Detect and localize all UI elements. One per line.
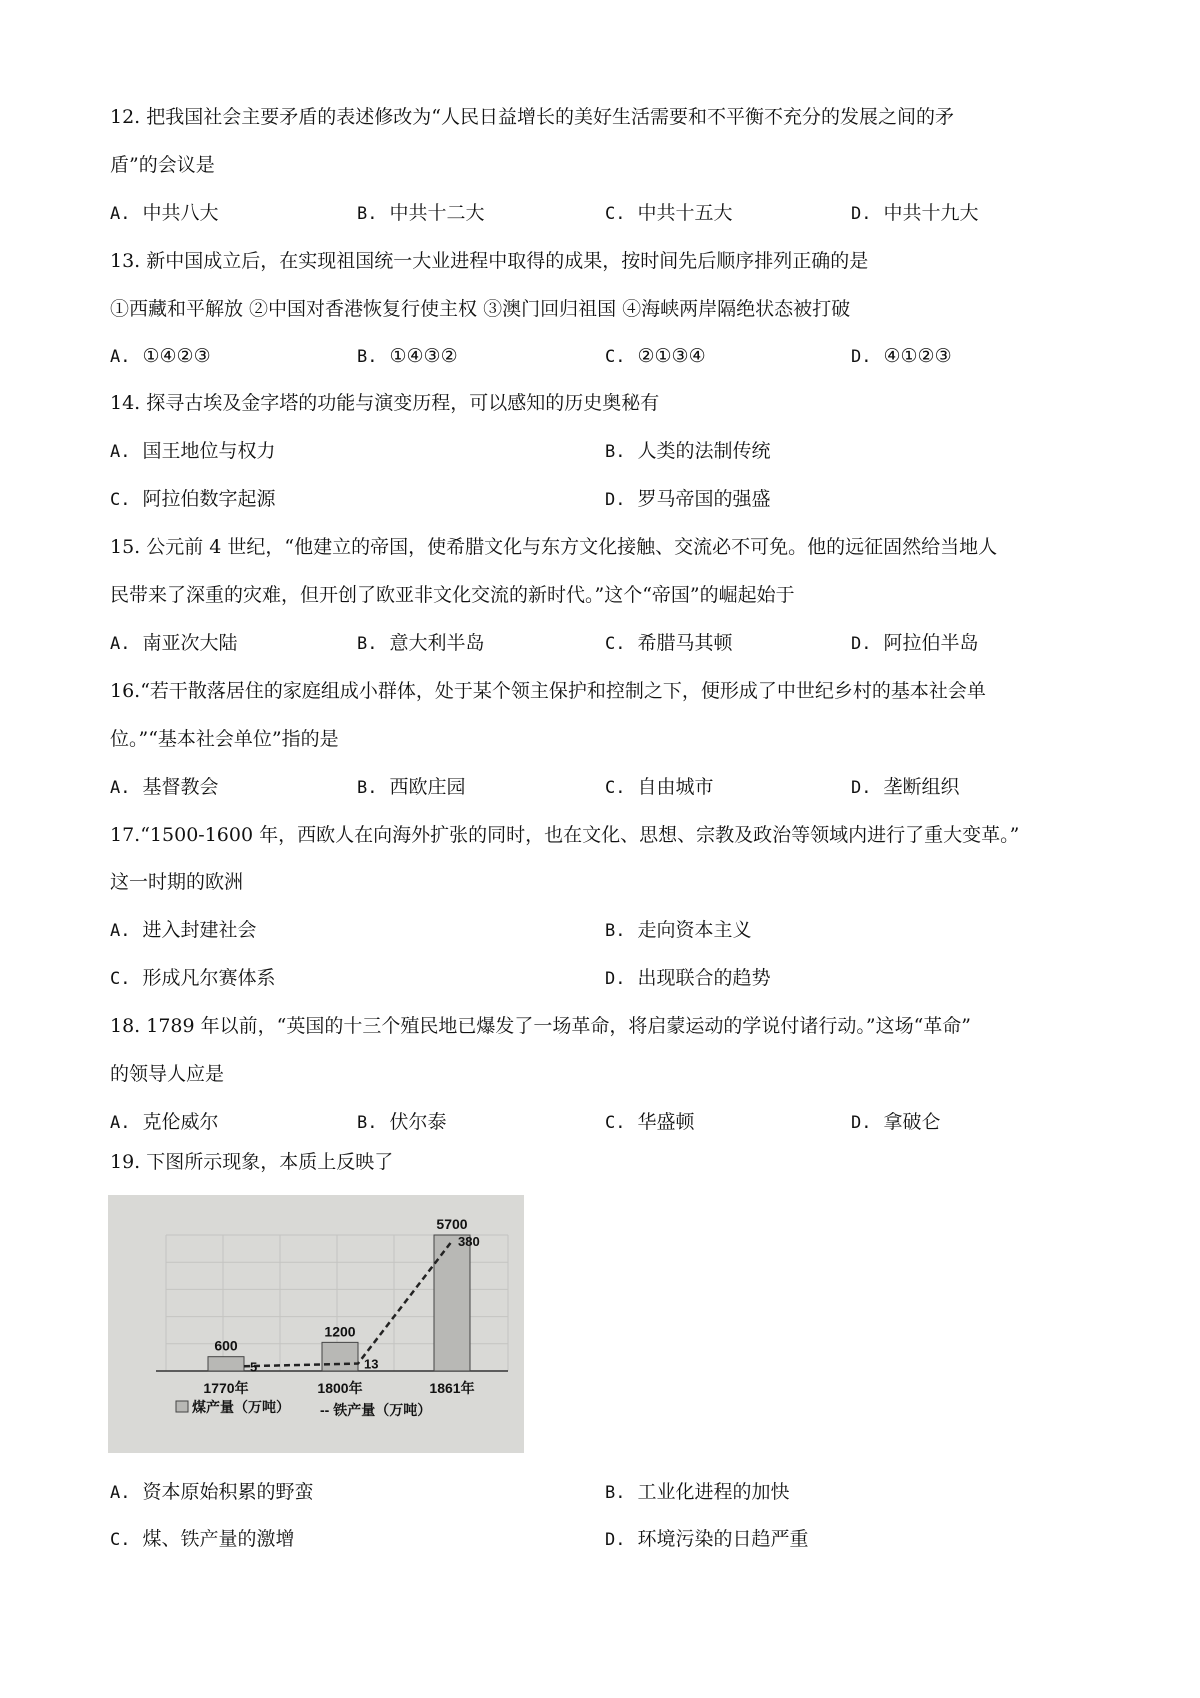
coal-data-label: 5700 — [436, 1216, 468, 1232]
q15-stem-line1: 15. 公元前 4 世纪，“他建立的帝国，使希腊文化与东方文化接触、交流必不可免。他的远征固然给当地人 — [110, 536, 998, 558]
x-tick-label: 1770年 — [203, 1380, 249, 1396]
q16-option-d[interactable]: D. 垄断组织 — [851, 776, 960, 798]
q13-option-b[interactable]: B. ①④③② — [357, 345, 458, 367]
coal-bar — [208, 1357, 244, 1371]
q16-option-c[interactable]: C. 自由城市 — [605, 776, 714, 798]
q16-stem-line2: 位。”“基本社会单位”指的是 — [110, 728, 339, 750]
q13-option-c[interactable]: C. ②①③④ — [605, 345, 706, 367]
coal-iron-chart — [108, 1195, 524, 1453]
q19-option-b[interactable]: B. 工业化进程的加快 — [605, 1481, 790, 1503]
q19-option-c[interactable]: C. 煤、铁产量的激增 — [110, 1528, 295, 1550]
q17-option-c[interactable]: C. 形成凡尔赛体系 — [110, 967, 276, 989]
q16-option-b[interactable]: B. 西欧庄园 — [357, 776, 466, 798]
q15-option-b[interactable]: B. 意大利半岛 — [357, 632, 485, 654]
q13-stem-line1: 13. 新中国成立后，在实现祖国统一大业进程中取得的成果，按时间先后顺序排列正确的是 — [110, 250, 869, 272]
q16-stem-line1: 16.“若干散落居住的家庭组成小群体，处于某个领主保护和控制之下，便形成了中世纪乡村的基本社会单 — [110, 680, 986, 702]
q18-stem-line1: 18. 1789 年以前，“英国的十三个殖民地已爆发了一场革命，将启蒙运动的学说付诸行动。”这场“革命” — [110, 1015, 972, 1037]
q15-option-d[interactable]: D. 阿拉伯半岛 — [851, 632, 979, 654]
q14-option-b[interactable]: B. 人类的法制传统 — [605, 440, 771, 462]
q19-stem-line1: 19. 下图所示现象，本质上反映了 — [110, 1151, 394, 1173]
q18-option-b[interactable]: B. 伏尔泰 — [357, 1111, 447, 1133]
q17-stem-line2: 这一时期的欧洲 — [110, 871, 244, 893]
q12-option-b[interactable]: B. 中共十二大 — [357, 202, 485, 224]
q17-stem-line1: 17.“1500-1600 年，西欧人在向海外扩张的同时，也在文化、思想、宗教及政治等领域内进行了重大变革。” — [110, 824, 1020, 846]
q18-option-d[interactable]: D. 拿破仑 — [851, 1111, 941, 1133]
q14-stem-line1: 14. 探寻古埃及金字塔的功能与演变历程，可以感知的历史奥秘有 — [110, 392, 660, 414]
chart-svg — [108, 1195, 524, 1453]
q19-option-a[interactable]: A. 资本原始积累的野蛮 — [110, 1481, 314, 1503]
q17-option-b[interactable]: B. 走向资本主义 — [605, 919, 752, 941]
q18-stem-line2: 的领导人应是 — [110, 1063, 225, 1085]
q12-option-d[interactable]: D. 中共十九大 — [851, 202, 979, 224]
q14-option-d[interactable]: D. 罗马帝国的强盛 — [605, 488, 771, 510]
q16-option-a[interactable]: A. 基督教会 — [110, 776, 219, 798]
coal-bar — [434, 1235, 470, 1371]
coal-data-label: 600 — [214, 1337, 238, 1354]
iron-data-label: 380 — [458, 1234, 480, 1249]
q13-option-d[interactable]: D. ④①②③ — [851, 345, 952, 367]
coal-data-label: 1200 — [324, 1323, 356, 1340]
q18-option-a[interactable]: A. 克伦威尔 — [110, 1111, 219, 1133]
q12-stem-line1: 12. 把我国社会主要矛盾的表述修改为“人民日益增长的美好生活需要和不平衡不充分的发展之间的矛 — [110, 106, 954, 128]
q17-option-d[interactable]: D. 出现联合的趋势 — [605, 967, 771, 989]
coal-bar — [322, 1342, 358, 1371]
q17-option-a[interactable]: A. 进入封建社会 — [110, 919, 257, 941]
x-tick-label: 1800年 — [317, 1380, 363, 1396]
q19-option-d[interactable]: D. 环境污染的日趋严重 — [605, 1528, 809, 1550]
iron-data-label: 13 — [364, 1356, 379, 1372]
x-tick-label: 1861年 — [429, 1380, 475, 1396]
q18-option-c[interactable]: C. 华盛顿 — [605, 1111, 695, 1133]
q15-stem-line2: 民带来了深重的灾难，但开创了欧亚非文化交流的新时代。”这个“帝国”的崛起始于 — [110, 584, 795, 606]
q12-option-c[interactable]: C. 中共十五大 — [605, 202, 733, 224]
legend-iron: -- 铁产量（万吨） — [320, 1402, 432, 1418]
q15-option-c[interactable]: C. 希腊马其顿 — [605, 632, 733, 654]
q13-stem-line2: ①西藏和平解放 ②中国对香港恢复行使主权 ③澳门回归祖国 ④海峡两岸隔绝状态被打破 — [110, 298, 851, 320]
iron-data-label: 5 — [250, 1359, 258, 1375]
q15-option-a[interactable]: A. 南亚次大陆 — [110, 632, 238, 654]
q14-option-a[interactable]: A. 国王地位与权力 — [110, 440, 276, 462]
legend-swatch-coal — [176, 1401, 188, 1412]
q13-option-a[interactable]: A. ①④②③ — [110, 345, 211, 367]
q12-option-a[interactable]: A. 中共八大 — [110, 202, 219, 224]
q14-option-c[interactable]: C. 阿拉伯数字起源 — [110, 488, 276, 510]
q12-stem-line2: 盾”的会议是 — [110, 154, 215, 176]
legend-coal: 煤产量（万吨） — [192, 1399, 290, 1415]
